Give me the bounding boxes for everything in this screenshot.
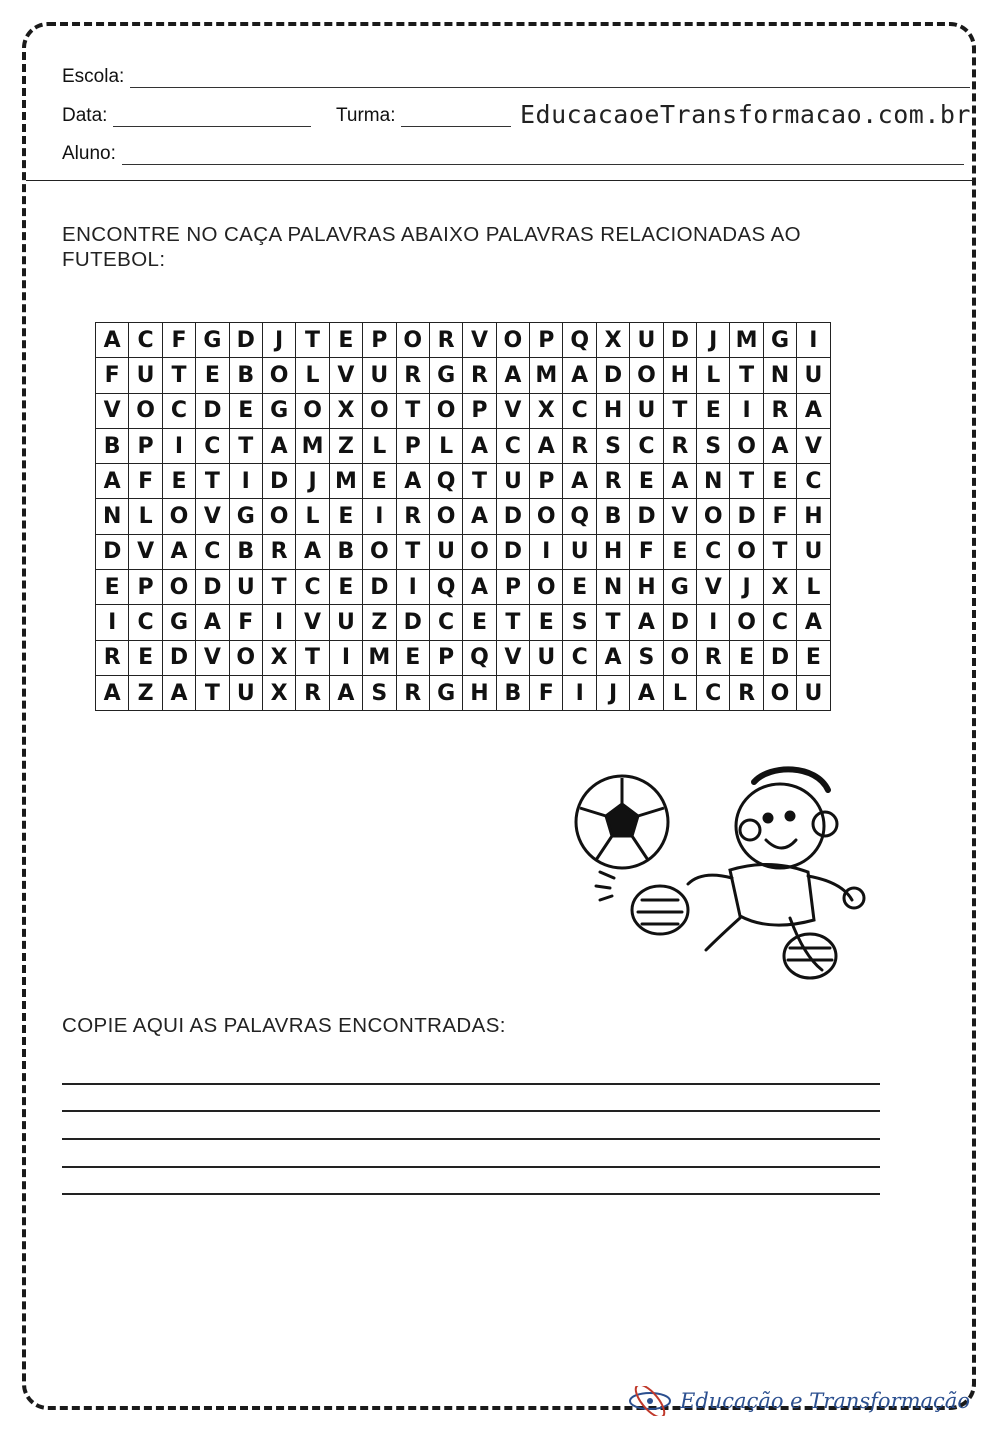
grid-cell[interactable]: U (530, 640, 563, 675)
grid-cell[interactable]: O (697, 499, 730, 534)
grid-cell[interactable]: S (630, 640, 663, 675)
grid-cell[interactable]: D (730, 499, 763, 534)
grid-cell[interactable]: A (763, 428, 796, 463)
grid-cell[interactable]: A (563, 464, 596, 499)
grid-cell[interactable]: L (697, 358, 730, 393)
grid-cell[interactable]: P (129, 428, 162, 463)
grid-cell[interactable]: E (463, 605, 496, 640)
cartoon-kid-icon (596, 769, 864, 978)
grid-cell[interactable]: F (162, 323, 195, 358)
grid-cell[interactable]: O (262, 499, 295, 534)
date-input-line[interactable] (113, 125, 311, 127)
grid-cell[interactable]: G (229, 499, 262, 534)
grid-cell[interactable]: T (396, 393, 429, 428)
grid-cell[interactable]: A (463, 570, 496, 605)
grid-cell[interactable]: A (496, 358, 529, 393)
grid-cell[interactable]: Z (329, 428, 362, 463)
grid-cell[interactable]: I (730, 393, 763, 428)
grid-cell[interactable]: A (96, 464, 129, 499)
grid-cell[interactable]: P (363, 323, 396, 358)
grid-cell[interactable]: Q (563, 323, 596, 358)
grid-row (96, 499, 831, 534)
answer-line[interactable] (62, 1083, 880, 1085)
grid-cell[interactable]: E (663, 534, 696, 569)
grid-cell[interactable]: A (797, 605, 830, 640)
grid-cell[interactable]: A (630, 675, 663, 710)
grid-cell[interactable]: O (396, 323, 429, 358)
grid-cell[interactable]: I (162, 428, 195, 463)
grid-cell[interactable]: J (697, 323, 730, 358)
grid-cell[interactable]: S (563, 605, 596, 640)
grid-cell[interactable]: U (363, 358, 396, 393)
grid-cell[interactable]: O (363, 534, 396, 569)
grid-cell[interactable]: I (363, 499, 396, 534)
grid-cell[interactable]: E (363, 464, 396, 499)
grid-cell[interactable]: R (262, 534, 295, 569)
grid-cell[interactable]: B (329, 534, 362, 569)
grid-cell[interactable]: V (496, 393, 529, 428)
copy-section-title: COPIE AQUI AS PALAVRAS ENCONTRADAS: (62, 1014, 506, 1037)
grid-cell[interactable]: P (530, 323, 563, 358)
grid-cell[interactable]: T (730, 464, 763, 499)
grid-cell[interactable]: G (262, 393, 295, 428)
grid-cell[interactable]: U (797, 534, 830, 569)
grid-cell[interactable]: J (596, 675, 629, 710)
grid-cell[interactable]: A (530, 428, 563, 463)
grid-cell[interactable]: X (596, 323, 629, 358)
grid-cell[interactable]: R (429, 323, 462, 358)
grid-cell[interactable]: A (162, 675, 195, 710)
grid-cell[interactable]: R (396, 358, 429, 393)
grid-cell[interactable]: D (262, 464, 295, 499)
grid-cell[interactable]: F (630, 534, 663, 569)
grid-cell[interactable]: U (797, 675, 830, 710)
grid-cell[interactable]: C (429, 605, 462, 640)
grid-cell[interactable]: E (229, 393, 262, 428)
grid-cell[interactable]: T (596, 605, 629, 640)
grid-row (96, 393, 831, 428)
grid-cell[interactable]: Q (429, 570, 462, 605)
grid-cell[interactable]: T (396, 534, 429, 569)
grid-cell[interactable]: Q (429, 464, 462, 499)
answer-line[interactable] (62, 1193, 880, 1195)
grid-cell[interactable]: A (162, 534, 195, 569)
grid-cell[interactable]: D (363, 570, 396, 605)
grid-cell[interactable]: C (697, 534, 730, 569)
grid-cell[interactable]: D (162, 640, 195, 675)
grid-cell[interactable]: O (162, 499, 195, 534)
grid-row (96, 534, 831, 569)
answer-line[interactable] (62, 1110, 880, 1112)
grid-cell[interactable]: V (296, 605, 329, 640)
word-search-grid (95, 322, 831, 711)
grid-cell[interactable]: X (763, 570, 796, 605)
grid-cell[interactable]: I (797, 323, 830, 358)
grid-cell[interactable]: O (763, 675, 796, 710)
grid-cell[interactable]: N (697, 464, 730, 499)
grid-cell[interactable]: B (496, 675, 529, 710)
grid-cell[interactable]: G (763, 323, 796, 358)
grid-cell[interactable]: C (129, 323, 162, 358)
grid-cell[interactable]: L (296, 499, 329, 534)
grid-cell[interactable]: H (797, 499, 830, 534)
grid-cell[interactable]: D (96, 534, 129, 569)
grid-cell[interactable]: A (296, 534, 329, 569)
grid-cell[interactable]: O (429, 499, 462, 534)
grid-cell[interactable]: A (463, 499, 496, 534)
grid-cell[interactable]: R (763, 393, 796, 428)
grid-cell[interactable]: R (563, 428, 596, 463)
soccer-ball-icon (576, 776, 668, 868)
grid-cell[interactable]: O (630, 358, 663, 393)
grid-cell[interactable]: H (596, 534, 629, 569)
grid-cell[interactable]: I (563, 675, 596, 710)
grid-cell[interactable]: G (196, 323, 229, 358)
grid-cell[interactable]: D (596, 358, 629, 393)
grid-cell[interactable]: O (663, 640, 696, 675)
date-field (62, 105, 311, 127)
atom-logo-icon (628, 1386, 672, 1416)
grid-cell[interactable]: P (530, 464, 563, 499)
grid-cell[interactable]: E (563, 570, 596, 605)
grid-cell[interactable]: T (763, 534, 796, 569)
grid-cell[interactable]: N (763, 358, 796, 393)
grid-cell[interactable]: V (96, 393, 129, 428)
grid-row (96, 428, 831, 463)
date-label: Data: (62, 105, 108, 126)
student-label: Aluno: (62, 143, 116, 164)
grid-cell[interactable]: E (96, 570, 129, 605)
grid-cell[interactable]: A (596, 640, 629, 675)
soccer-kid-illustration (570, 760, 870, 990)
grid-row (96, 675, 831, 710)
grid-cell[interactable]: R (296, 675, 329, 710)
grid-cell[interactable]: G (429, 675, 462, 710)
grid-cell[interactable]: H (630, 570, 663, 605)
grid-cell[interactable]: I (530, 534, 563, 569)
grid-cell[interactable]: U (429, 534, 462, 569)
grid-cell[interactable]: D (496, 499, 529, 534)
grid-cell[interactable]: E (630, 464, 663, 499)
grid-cell[interactable]: O (429, 393, 462, 428)
grid-cell[interactable]: O (496, 323, 529, 358)
grid-row (96, 570, 831, 605)
grid-cell[interactable]: N (596, 570, 629, 605)
student-field (62, 143, 964, 165)
grid-cell[interactable]: M (530, 358, 563, 393)
grid-cell[interactable]: C (496, 428, 529, 463)
grid-cell[interactable]: D (396, 605, 429, 640)
grid-cell[interactable]: S (596, 428, 629, 463)
grid-cell[interactable]: T (296, 323, 329, 358)
grid-cell[interactable]: H (463, 675, 496, 710)
grid-cell[interactable]: P (129, 570, 162, 605)
grid-cell[interactable]: C (630, 428, 663, 463)
grid-cell[interactable]: A (96, 323, 129, 358)
grid-cell[interactable]: B (596, 499, 629, 534)
grid-cell[interactable]: T (262, 570, 295, 605)
grid-cell[interactable]: A (797, 393, 830, 428)
grid-cell[interactable]: I (396, 570, 429, 605)
grid-cell[interactable]: A (262, 428, 295, 463)
grid-row (96, 464, 831, 499)
grid-row (96, 605, 831, 640)
grid-cell[interactable]: C (563, 393, 596, 428)
grid-cell[interactable]: S (697, 428, 730, 463)
grid-cell[interactable]: T (196, 675, 229, 710)
grid-cell[interactable]: E (530, 605, 563, 640)
grid-cell[interactable]: O (730, 534, 763, 569)
grid-cell[interactable]: T (730, 358, 763, 393)
grid-cell[interactable]: O (730, 428, 763, 463)
grid-cell[interactable]: V (196, 499, 229, 534)
class-input-line[interactable] (401, 125, 511, 127)
grid-cell[interactable]: Z (129, 675, 162, 710)
grid-cell[interactable]: R (663, 428, 696, 463)
grid-cell[interactable]: O (530, 570, 563, 605)
grid-cell[interactable]: A (463, 428, 496, 463)
grid-cell[interactable]: R (596, 464, 629, 499)
grid-row (96, 323, 831, 358)
grid-cell[interactable]: J (262, 323, 295, 358)
grid-cell[interactable]: V (496, 640, 529, 675)
grid-cell[interactable]: A (563, 358, 596, 393)
grid-cell[interactable]: V (663, 499, 696, 534)
school-label: Escola: (62, 66, 125, 87)
grid-cell[interactable]: D (196, 393, 229, 428)
grid-cell[interactable]: I (262, 605, 295, 640)
grid-cell[interactable]: R (730, 675, 763, 710)
grid-cell[interactable]: E (329, 323, 362, 358)
grid-cell[interactable]: F (96, 358, 129, 393)
grid-cell[interactable]: L (429, 428, 462, 463)
grid-cell[interactable]: L (363, 428, 396, 463)
grid-cell[interactable]: F (763, 499, 796, 534)
grid-cell[interactable]: C (196, 534, 229, 569)
grid-cell[interactable]: E (196, 358, 229, 393)
grid-cell[interactable]: C (296, 570, 329, 605)
grid-cell[interactable]: I (96, 605, 129, 640)
grid-cell[interactable]: Q (463, 640, 496, 675)
grid-cell[interactable]: T (496, 605, 529, 640)
grid-cell[interactable]: I (329, 640, 362, 675)
header-separator (26, 180, 976, 181)
grid-cell[interactable]: H (663, 358, 696, 393)
school-input-line[interactable] (130, 86, 970, 88)
grid-cell[interactable]: V (797, 428, 830, 463)
footer-brand (628, 1386, 970, 1416)
grid-cell[interactable]: F (229, 605, 262, 640)
grid-cell[interactable]: O (363, 393, 396, 428)
grid-cell[interactable]: V (463, 323, 496, 358)
grid-cell[interactable]: R (697, 640, 730, 675)
grid-cell[interactable]: V (329, 358, 362, 393)
grid-cell[interactable]: T (463, 464, 496, 499)
grid-cell[interactable]: J (296, 464, 329, 499)
grid-cell[interactable]: O (463, 534, 496, 569)
grid-row (96, 358, 831, 393)
grid-cell[interactable]: G (429, 358, 462, 393)
grid-cell[interactable]: E (396, 640, 429, 675)
grid-cell[interactable]: C (129, 605, 162, 640)
grid-cell[interactable]: H (596, 393, 629, 428)
grid-cell[interactable]: J (730, 570, 763, 605)
grid-cell[interactable]: N (96, 499, 129, 534)
grid-cell[interactable]: B (229, 358, 262, 393)
grid-cell[interactable]: U (563, 534, 596, 569)
grid-cell[interactable]: L (296, 358, 329, 393)
grid-cell[interactable]: X (262, 640, 295, 675)
grid-cell[interactable]: E (797, 640, 830, 675)
grid-cell[interactable]: U (630, 323, 663, 358)
grid-cell[interactable]: C (797, 464, 830, 499)
grid-cell[interactable]: U (229, 675, 262, 710)
grid-cell[interactable]: E (730, 640, 763, 675)
grid-cell[interactable]: P (463, 393, 496, 428)
grid-cell[interactable]: O (262, 358, 295, 393)
grid-cell[interactable]: T (196, 464, 229, 499)
grid-cell[interactable]: M (296, 428, 329, 463)
grid-cell[interactable]: D (196, 570, 229, 605)
grid-cell[interactable]: C (196, 428, 229, 463)
grid-cell[interactable]: D (763, 640, 796, 675)
grid-cell[interactable]: X (329, 393, 362, 428)
school-field (62, 66, 970, 88)
grid-cell[interactable]: A (96, 675, 129, 710)
grid-cell[interactable]: D (663, 605, 696, 640)
grid-cell[interactable]: O (129, 393, 162, 428)
grid-cell[interactable]: E (129, 640, 162, 675)
grid-cell[interactable]: U (630, 393, 663, 428)
grid-cell[interactable]: C (162, 393, 195, 428)
answer-line[interactable] (62, 1138, 880, 1140)
grid-cell[interactable]: O (730, 605, 763, 640)
student-input-line[interactable] (122, 163, 964, 165)
grid-cell[interactable]: M (730, 323, 763, 358)
grid-cell[interactable]: V (196, 640, 229, 675)
grid-cell[interactable]: X (262, 675, 295, 710)
site-url: EducacaoeTransformacao.com.br (520, 100, 971, 129)
grid-cell[interactable]: L (797, 570, 830, 605)
grid-cell[interactable]: C (563, 640, 596, 675)
grid-cell[interactable]: C (697, 675, 730, 710)
grid-cell[interactable]: I (229, 464, 262, 499)
grid-cell[interactable]: V (129, 534, 162, 569)
footer-brand-text: Educação e Transformação (680, 1389, 970, 1413)
grid-cell[interactable]: E (329, 499, 362, 534)
grid-cell[interactable]: O (530, 499, 563, 534)
grid-cell[interactable]: E (697, 393, 730, 428)
grid-cell[interactable]: P (396, 428, 429, 463)
grid-cell[interactable]: U (229, 570, 262, 605)
grid-cell[interactable]: O (229, 640, 262, 675)
grid-cell[interactable]: U (496, 464, 529, 499)
grid-cell[interactable]: U (329, 605, 362, 640)
grid-cell[interactable]: M (363, 640, 396, 675)
grid-cell[interactable]: E (162, 464, 195, 499)
class-label: Turma: (336, 105, 396, 126)
grid-cell[interactable]: A (663, 464, 696, 499)
grid-cell[interactable]: A (329, 675, 362, 710)
grid-cell[interactable]: V (697, 570, 730, 605)
grid-cell[interactable]: T (663, 393, 696, 428)
grid-cell[interactable]: D (496, 534, 529, 569)
grid-cell[interactable]: A (396, 464, 429, 499)
grid-cell[interactable]: Q (563, 499, 596, 534)
grid-cell[interactable]: I (697, 605, 730, 640)
grid-cell[interactable]: E (763, 464, 796, 499)
grid-cell[interactable]: E (329, 570, 362, 605)
instruction-text: ENCONTRE NO CAÇA PALAVRAS ABAIXO PALAVRAS RELACIONADAS AO FUTEBOL: (62, 223, 801, 271)
grid-cell[interactable]: F (129, 464, 162, 499)
grid-cell[interactable]: C (763, 605, 796, 640)
grid-cell[interactable]: O (296, 393, 329, 428)
grid-cell[interactable]: U (129, 358, 162, 393)
grid-cell[interactable]: R (396, 675, 429, 710)
grid-row (96, 640, 831, 675)
grid-cell[interactable]: T (229, 428, 262, 463)
grid-cell[interactable]: F (530, 675, 563, 710)
grid-cell[interactable]: R (463, 358, 496, 393)
grid-cell[interactable]: D (663, 323, 696, 358)
grid-cell[interactable]: P (496, 570, 529, 605)
grid-cell[interactable]: B (96, 428, 129, 463)
grid-cell[interactable]: A (630, 605, 663, 640)
grid-cell[interactable]: X (530, 393, 563, 428)
grid-cell[interactable]: M (329, 464, 362, 499)
grid-cell[interactable]: R (96, 640, 129, 675)
grid-cell[interactable]: L (129, 499, 162, 534)
grid-cell[interactable]: O (162, 570, 195, 605)
grid-cell[interactable]: B (229, 534, 262, 569)
grid-cell[interactable]: A (196, 605, 229, 640)
grid-cell[interactable]: G (162, 605, 195, 640)
grid-cell[interactable]: D (630, 499, 663, 534)
grid-cell[interactable]: T (162, 358, 195, 393)
grid-cell[interactable]: G (663, 570, 696, 605)
grid-cell[interactable]: T (296, 640, 329, 675)
grid-cell[interactable]: L (663, 675, 696, 710)
grid-cell[interactable]: P (429, 640, 462, 675)
grid-cell[interactable]: S (363, 675, 396, 710)
grid-cell[interactable]: Z (363, 605, 396, 640)
grid-cell[interactable]: D (229, 323, 262, 358)
grid-cell[interactable]: R (396, 499, 429, 534)
answer-line[interactable] (62, 1166, 880, 1168)
grid-cell[interactable]: U (797, 358, 830, 393)
class-field (336, 105, 511, 127)
